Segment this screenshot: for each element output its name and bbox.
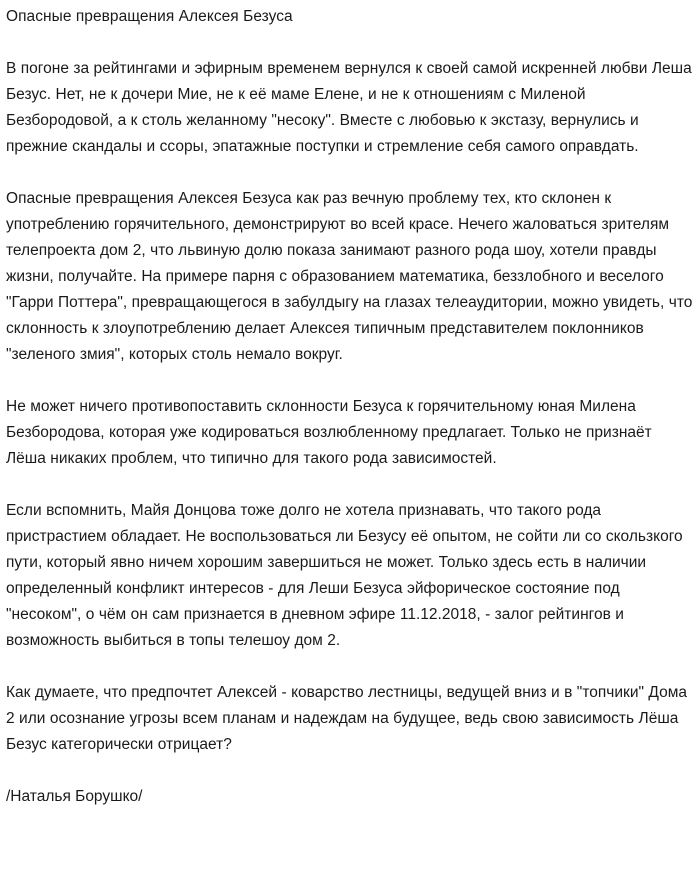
paragraph-spacer-5 bbox=[6, 758, 693, 784]
paragraph-spacer-1 bbox=[6, 160, 693, 186]
article-paragraph-5: Как думаете, что предпочтет Алексей - коварство лестницы, ведущей вниз и в "топчики" Дома 2 или осознание угрозы всем планам и надеждам на будущее, ведь свою зависимость Лёша Безус категорически отрицает? bbox=[6, 684, 688, 753]
title-body-spacer bbox=[6, 30, 693, 56]
paragraph-spacer-4 bbox=[6, 654, 693, 680]
author-signature: /Наталья Борушко/ bbox=[6, 788, 143, 805]
article-paragraph-1: В погоне за рейтингами и эфирным временем вернулся к своей самой искренней любви Леша Безус. Нет, не к дочери Мие, не к её маме Елене, и не к отношениям с Миленой Безбородовой, а к столь желанному "несоку". Вместе с любовью к экстазу, вернулись и прежние скандалы и ссоры, эпатажные поступки и стремление себя самого оправдать. bbox=[6, 60, 692, 155]
article-paragraph-4: Если вспомнить, Майя Донцова тоже долго не хотела признавать, что такого рода пристрастием обладает. Не воспользоваться ли Безусу её опытом, не сойти ли со скользкого пути, который явно ничем хорошим завершиться не может. Только здесь есть в наличии определенный конфликт интересов - для Леши Безуса эйфорическое состояние под "несоком", о чём он сам признается в дневном эфире 11.12.2018, - залог рейтингов и возможность выбиться в топы телешоу дом 2. bbox=[6, 502, 683, 649]
article-paragraph-2: Опасные превращения Алексея Безуса как раз вечную проблему тех, кто склонен к употреблению горячительного, демонстрируют во всей красе. Нечего жаловаться зрителям телепроекта дом 2, что львиную долю показа занимают разного рода шоу, хотели правды жизни, получайте. На примере парня с образованием математика, беззлобного и веселого "Гарри Поттера", превращающегося в забулдыгу на глазах телеаудитории, можно увидеть, что склонность к злоупотреблению делает Алексея типичным представителем поклонников "зеленого змия", которых столь немало вокруг. bbox=[6, 190, 693, 363]
paragraph-spacer-2 bbox=[6, 368, 693, 394]
paragraph-spacer-3 bbox=[6, 472, 693, 498]
article-paragraph-3: Не может ничего противопоставить склонности Безуса к горячительному юная Милена Безбородова, которая уже кодироваться возлюбленному предлагает. Только не признаёт Лёша никаких проблем, что типично для такого рода зависимостей. bbox=[6, 398, 652, 467]
page-title: Опасные превращения Алексея Безуса bbox=[6, 8, 293, 25]
